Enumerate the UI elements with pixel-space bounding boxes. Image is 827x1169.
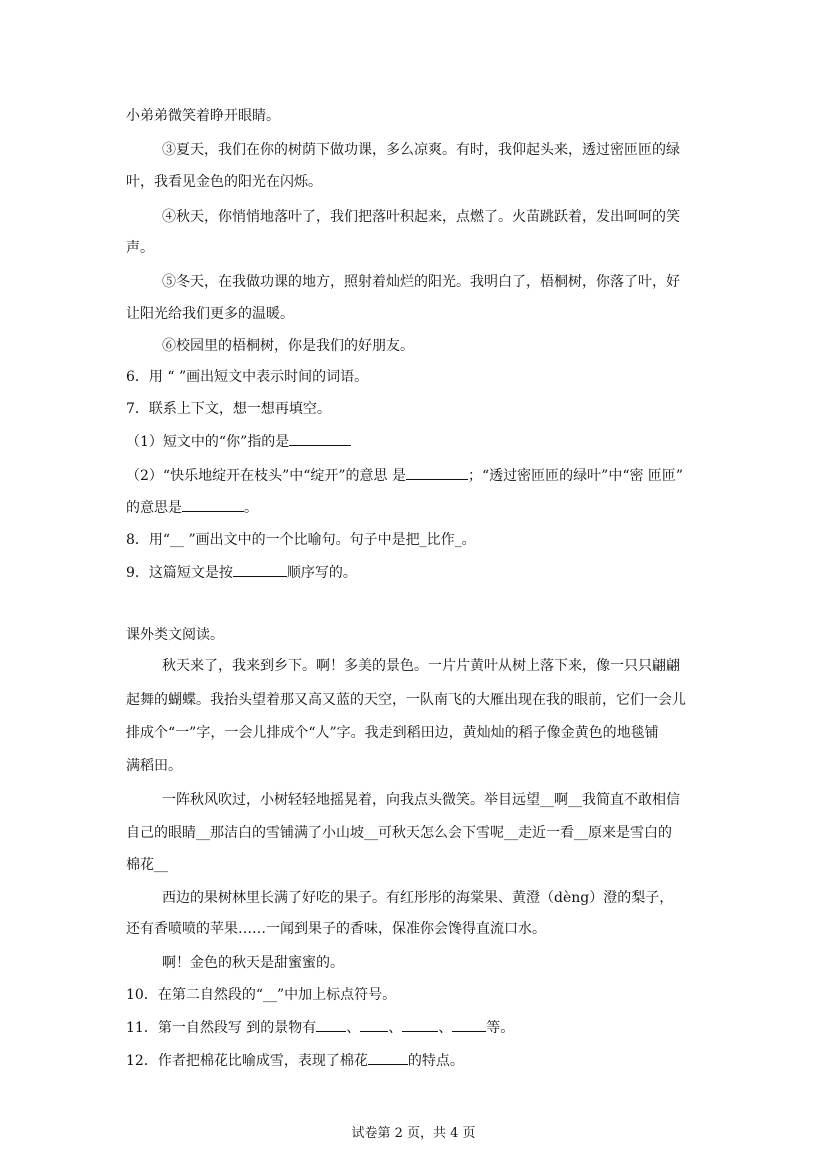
question-10: 10．在第二自然段的“__”中加上标点符号。 xyxy=(126,987,397,1003)
question-12 xyxy=(126,1050,827,1071)
question-11-sep-3: 、 xyxy=(438,1020,453,1036)
passage2-para2-line1: 一阵秋风吹过，小树轻轻地摇晃着，向我点头微笑。举目远望__啊__我简直不敢相信 xyxy=(162,792,680,808)
passage1-para3-line1: ③夏天，我们在你的树荫下做功课，多么凉爽。有时，我仰起头来，透过密匝匝的绿 xyxy=(162,142,680,158)
question-11-sep-1: 、 xyxy=(346,1020,361,1036)
question-12-text-a: 12．作者把棉花比喻成雪，表现了棉花 xyxy=(126,1053,368,1069)
passage2-para1-line2: 起舞的蝴蝶。我抬头望着那又高又蓝的天空，一队南飞的大雁出现在我的眼前，它们一会儿 xyxy=(126,692,686,708)
question-7-1-text: （1）短文中的“你”指的是 xyxy=(126,434,290,450)
question-11-text: 11．第一自然段写 到的景物有 xyxy=(126,1020,317,1036)
question-7-2-line1 xyxy=(126,465,827,486)
answer-blank-7-2b[interactable] xyxy=(182,497,244,512)
passage2-para2-line2: 自己的眼睛__那洁白的雪铺满了小山坡__可秋天怎么会下雪呢__走近一看__原来是雪白的 xyxy=(126,825,672,841)
question-7-2-end: 。 xyxy=(244,500,258,516)
answer-blank-12[interactable] xyxy=(368,1050,408,1065)
question-9-text-a: 9．这篇短文是按 xyxy=(126,565,233,581)
answer-blank-11c[interactable] xyxy=(402,1017,438,1032)
question-6: 6．用 “ ”画出短文中表示时间的词语。 xyxy=(126,369,369,385)
question-12-text-b: 的特点。 xyxy=(407,1053,464,1069)
answer-blank-11a[interactable] xyxy=(316,1017,346,1032)
passage2-para1-line3: 排成个“一”字，一会儿排成个“人”字。我走到稻田边，黄灿灿的稻子像金黄色的地毯铺 xyxy=(126,725,659,741)
passage2-para3-line1: 西边的果树林里长满了好吃的果子。有红彤彤的海棠果、黄澄（dèng）澄的梨子， xyxy=(162,890,674,906)
passage2-para1-line4: 满稻田。 xyxy=(126,758,182,774)
passage2-para1-line1: 秋天来了，我来到乡下。啊！多美的景色。一片片黄叶从树上落下来，像一只只翩翩 xyxy=(162,658,680,674)
question-11-end: 等。 xyxy=(486,1020,515,1036)
answer-blank-11d[interactable] xyxy=(452,1017,486,1032)
question-7-2-line2 xyxy=(126,497,827,518)
passage2-para3-line2: 还有香喷喷的苹果……一闻到果子的香味，保准你会馋得直流口水。 xyxy=(126,921,546,937)
passage2-para2-line3: 棉花__ xyxy=(126,857,168,873)
question-8: 8．用“__ ”画出文中的一个比喻句。句子中是把_比作_。 xyxy=(126,532,476,548)
passage1-para3-line2: 叶，我看见金色的阳光在闪烁。 xyxy=(126,174,322,190)
question-9 xyxy=(126,562,827,583)
question-9-text-b: 顺序写的。 xyxy=(286,565,357,581)
passage1-para6: ⑥校园里的梧桐树，你是我们的好朋友。 xyxy=(162,338,414,354)
question-11 xyxy=(126,1017,827,1038)
question-7: 7．联系上下文，想一想再填空。 xyxy=(126,401,331,417)
answer-blank-7-1[interactable] xyxy=(289,431,351,446)
answer-blank-7-2a[interactable] xyxy=(406,465,468,480)
question-7-2-text-b: ；“透过密匝匝的绿叶”中“密 匝匝” xyxy=(468,468,684,484)
answer-blank-11b[interactable] xyxy=(360,1017,388,1032)
page-footer: 试卷第 2 页，共 4 页 xyxy=(351,1126,476,1141)
answer-blank-9[interactable] xyxy=(233,562,287,577)
question-7-2-text-a: （2）“快乐地绽开在枝头”中“绽开”的意思 是 xyxy=(126,468,406,484)
passage1-para2-tail: 小弟弟微笑着睁开眼睛。 xyxy=(126,108,280,124)
question-7-2-text-c: 的意思是 xyxy=(126,500,182,516)
passage2-heading: 课外类文阅读。 xyxy=(126,627,224,643)
passage1-para5-line2: 让阳光给我们更多的温暖。 xyxy=(126,306,294,322)
passage1-para5-line1: ⑤冬天，在我做功课的地方，照射着灿烂的阳光。我明白了，梧桐树，你落了叶，好 xyxy=(162,274,680,290)
passage2-para4: 啊！金色的秋天是甜蜜蜜的。 xyxy=(162,955,344,971)
passage1-para4-line1: ④秋天，你悄悄地落叶了，我们把落叶积起来，点燃了。火苗跳跃着，发出呵呵的笑 xyxy=(162,209,680,225)
question-7-1 xyxy=(126,431,827,452)
question-11-sep-2: 、 xyxy=(388,1020,403,1036)
passage1-para4-line2: 声。 xyxy=(126,240,154,256)
